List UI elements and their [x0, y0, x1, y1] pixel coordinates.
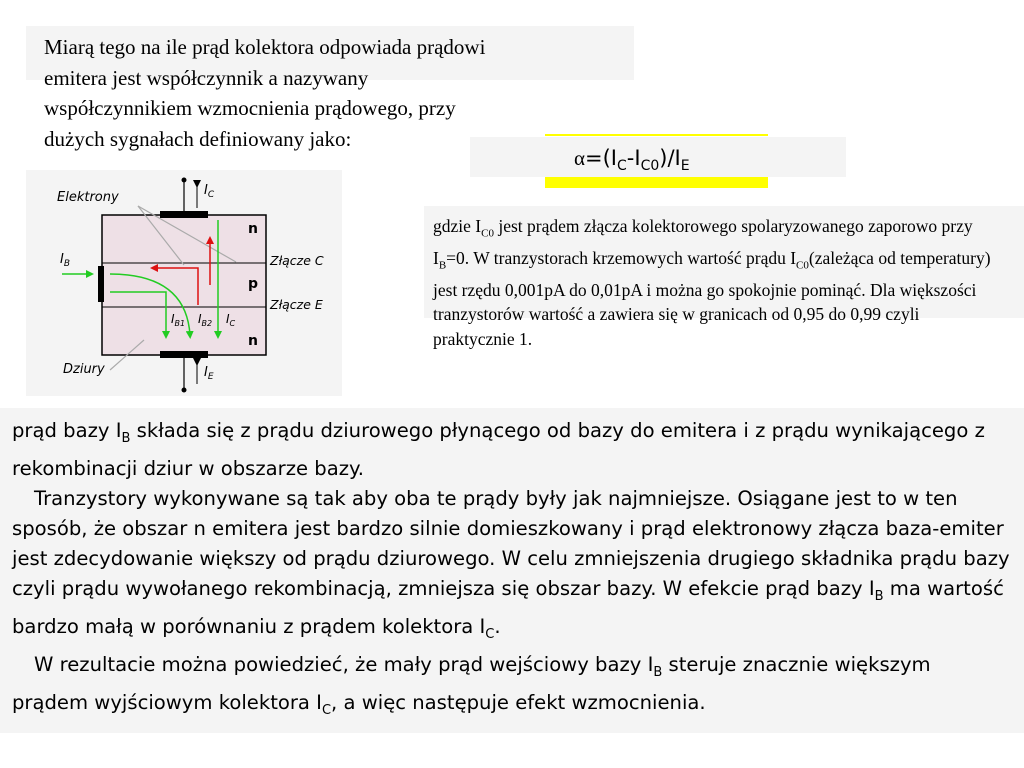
main-paragraph: prąd bazy $I_B$ składa się z prądu dziurowego płynącego od bazy do emitera i z prądu wynikającego z rekombinacji dziur w obszarze bazy. Tranzystory wykonywane są tak aby oba te prądy były jak najmniejsze. Osiągane jest to w ten sposób, że obszar n emitera jest bardzo silnie domieszkowany i prąd elektronowy złącza baza-emiter jest zdecydowanie większy od prądu dziurowego. W celu zmniejszenia drugiego składnika prądu bazy czyli prądu wywołanego rekombinacją, zmniejsza się obszar bazy. W efekcie prąd bazy $I_B$ ma wartość bardzo małą w porównaniu z prądem kolektora $I_C$. W rezultacie można powiedzieć, że mały prąd wejściowy bazy $I_B$ steruje znacznie większym prądem wyjściowym kolektora $I_C$, a więc następuje efekt wzmocnienia.: [12, 419, 1010, 718]
region-p: p: [248, 276, 259, 292]
electrons-label: Elektrony: [57, 190, 119, 205]
ic0-description: gdzie $I_{C0}$ jest prądem złącza kolektorowego spolaryzowanego zaporowo przy $I_B=0$. W tranzystorach krzemowych wartość prądu $I_{C0}(zależąca$ od temperatury) jest rzędu 0,001pA do 0,01pA i można go spokojnie pominąć. Dla większości tranzystorów wartość a zawiera się w granicach od 0,95 do 0,99 czyli praktycznie 1.: [433, 216, 991, 349]
ie-label: $I_E$: [204, 365, 214, 382]
ib1-label: $I_{B1}$: [171, 312, 186, 328]
alpha-formula: $\alpha=(I_C-I_{C0})/I_E$: [574, 146, 690, 175]
formula-highlight-bottom: [545, 177, 768, 188]
region-n-top: n: [248, 221, 258, 237]
ib2-label: $I_{B2}$: [198, 312, 213, 328]
holes-label: Dziury: [63, 362, 105, 377]
region-n-bottom: n: [248, 333, 258, 349]
emitter-contact: [160, 351, 208, 358]
intro-paragraph: Miarą tego na ile prąd kolektora odpowiada prądowi emitera jest współczynnik a nazywany współczynnikiem wzmocnienia prądowego, przy dużych sygnałach definiowany jako:: [44, 35, 486, 151]
junction-e-label: Złącze E: [270, 297, 323, 312]
transistor-body: [102, 215, 266, 355]
emitter-terminal: [182, 388, 187, 393]
junction-c-label: Złącze C: [270, 253, 324, 268]
formula-highlight-top: [545, 134, 768, 136]
collector-terminal: [182, 178, 187, 183]
base-contact: [98, 266, 104, 302]
ib-label: $I_B$: [60, 252, 71, 269]
collector-contact: [160, 211, 208, 218]
transistor-diagram: [26, 170, 342, 396]
ic-inner-label: $I_C$: [226, 312, 236, 328]
ic-label: $I_C$: [204, 183, 215, 200]
